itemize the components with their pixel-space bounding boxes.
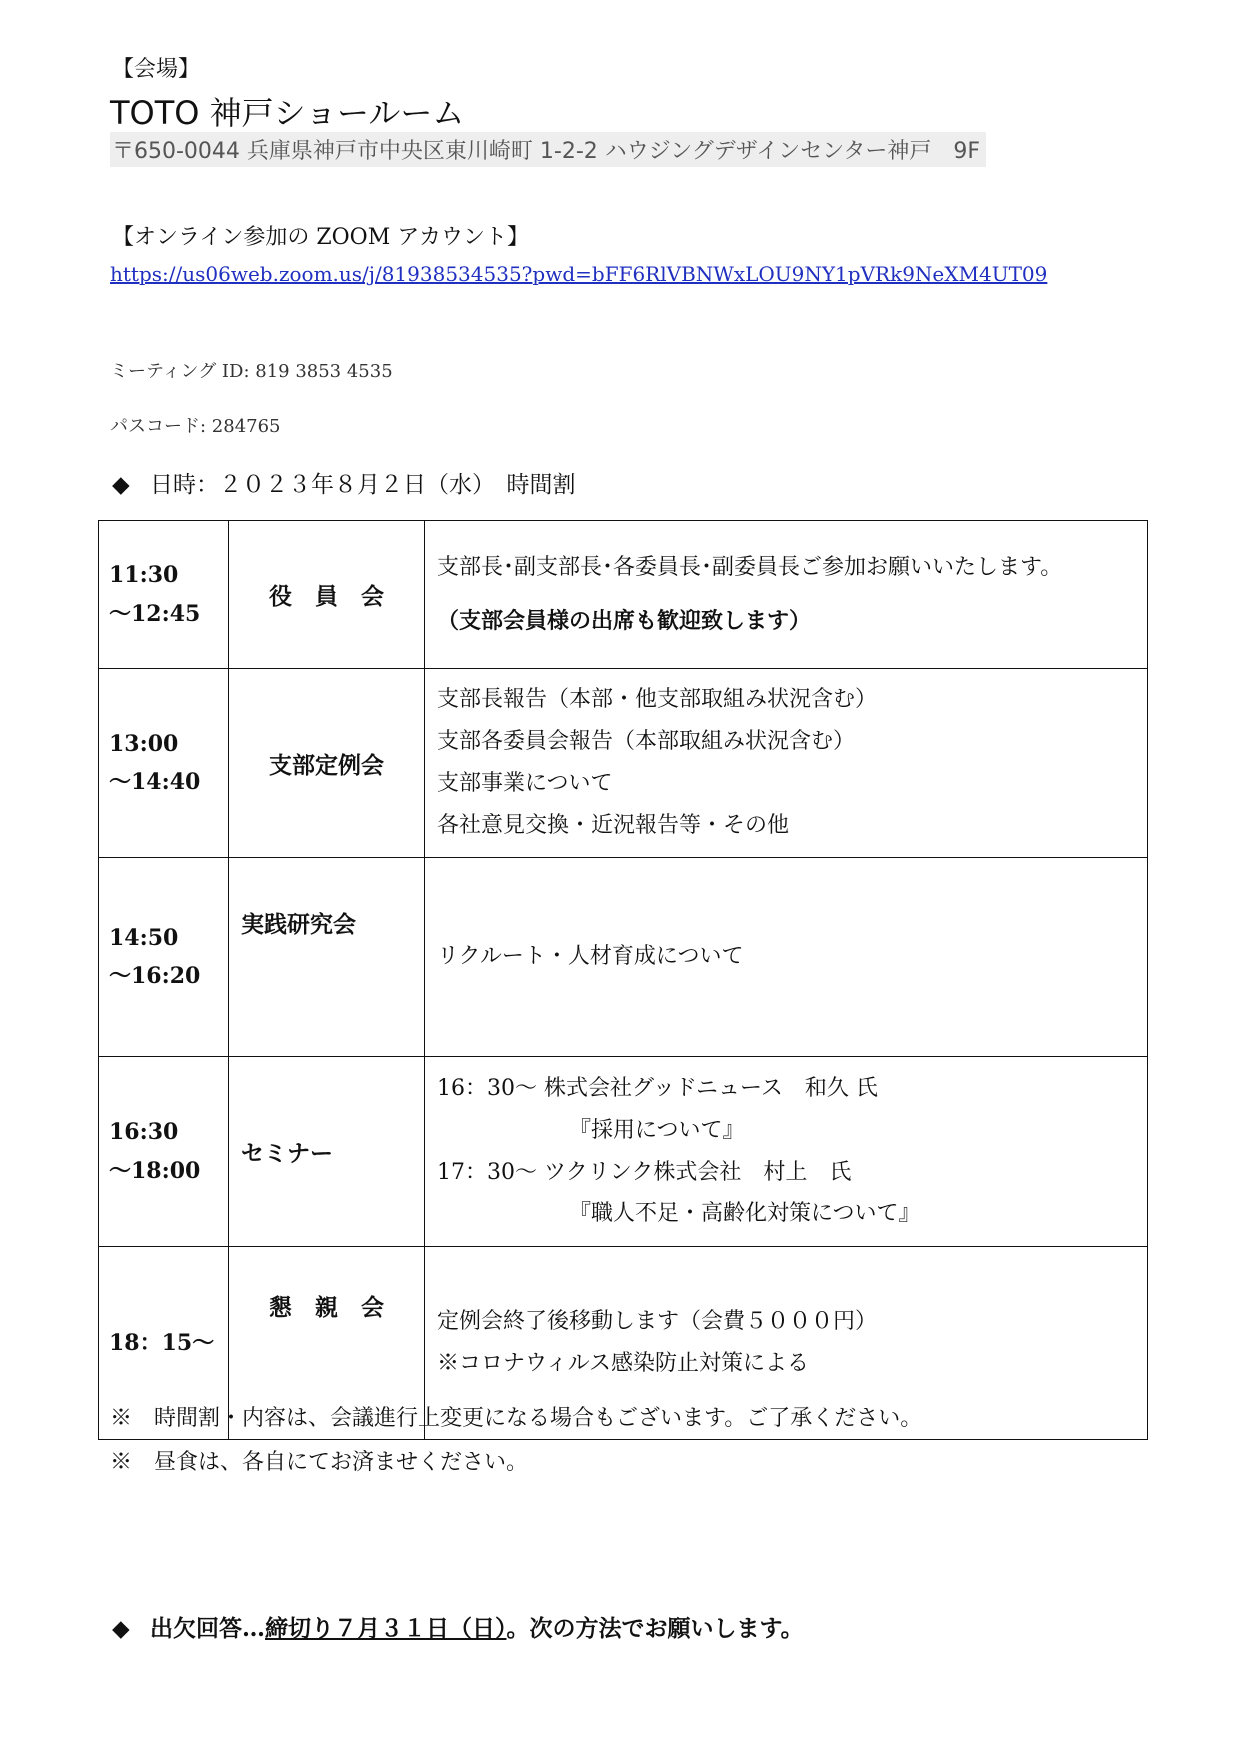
zoom-link[interactable]: https://us06web.zoom.us/j/81938534535?pwd=bFF6RlVBNWxLOU9NY1pVRk9NeXM4UT09 <box>110 262 1048 286</box>
session-content <box>425 858 1148 1057</box>
rsvp-line <box>112 1610 804 1643</box>
rsvp-suffix: 。次の方法でお願いします。 <box>506 1615 804 1642</box>
time-end: ～14:40 <box>109 769 201 795</box>
schedule-row <box>99 858 1148 1057</box>
venue-label: 【会場】 <box>112 57 201 82</box>
content-line: 『職人不足・高齢化対策について』 <box>569 1201 921 1227</box>
content-line: 支部各委員会報告（本部取組み状況含む） <box>437 729 856 755</box>
schedule-row <box>99 669 1148 858</box>
rsvp-prefix: 出欠回答… <box>150 1615 265 1642</box>
time-end: ～18:00 <box>109 1157 201 1184</box>
zoom-heading: 【オンライン参加の ZOOM アカウント】 <box>112 225 529 250</box>
session-title: 役 員 会 <box>229 521 425 669</box>
time-start: 13:00 <box>109 730 179 757</box>
time-end: ～16:20 <box>109 963 201 989</box>
note: ※ 昼食は、各自にてお済ませください。 <box>110 1450 529 1475</box>
time-cell <box>99 521 229 669</box>
diamond-bullet-icon: ◆ <box>112 1615 130 1642</box>
schedule-table <box>98 520 1148 1440</box>
venue-name: TOTO 神戸ショールーム <box>110 94 465 132</box>
time-end: ～12:45 <box>109 600 201 627</box>
content-line: 定例会終了後移動します（会費５０００円） <box>437 1309 878 1335</box>
note: ※ 時間割・内容は、会議進行上変更になる場合もございます。ご了承ください。 <box>110 1406 923 1431</box>
session-title: 懇 親 会 <box>229 1247 425 1440</box>
session-content <box>425 669 1148 858</box>
time-start: 18：15～ <box>109 1329 215 1356</box>
session-title: 支部定例会 <box>229 669 425 858</box>
content-line: 17：30～ ツクリンク株式会社 村上 氏 <box>437 1159 852 1185</box>
session-content <box>425 1057 1148 1247</box>
date-line <box>112 466 576 499</box>
venue-address: 〒650-0044 兵庫県神戸市中央区東川崎町 1-2-2 ハウジングデザインセンター神戸 9F <box>110 132 986 167</box>
meeting-id: ミーティング ID: 819 3853 4535 <box>110 361 393 382</box>
time-cell <box>99 669 229 858</box>
content-line: 16：30～ 株式会社グッドニュース 和久 氏 <box>437 1075 878 1101</box>
time-start: 16:30 <box>109 1119 179 1145</box>
date-text: 日時：２０２３年８月２日（水） 時間割 <box>150 472 576 498</box>
time-start: 14:50 <box>109 924 179 951</box>
rsvp-deadline: 締切り７月３１日（日） <box>265 1615 507 1642</box>
content-line: 各社意見交換・近況報告等・その他 <box>437 812 790 838</box>
content-line: （支部会員様の出席も歓迎致します） <box>437 607 812 634</box>
time-cell <box>99 1057 229 1247</box>
content-line: ※コロナウィルス感染防止対策による <box>437 1351 810 1376</box>
content-line: 支部長･副支部長･各委員長･副委員長ご参加お願いいたします。 <box>437 554 1063 580</box>
content-line: 支部長報告（本部・他支部取組み状況含む） <box>437 687 878 713</box>
session-title: セミナー <box>229 1057 425 1247</box>
content-line: 『採用について』 <box>569 1117 745 1143</box>
session-title: 実践研究会 <box>229 858 425 1057</box>
session-content <box>425 521 1148 669</box>
schedule-row <box>99 1057 1148 1247</box>
time-cell <box>99 858 229 1057</box>
content-line: 支部事業について <box>437 771 613 796</box>
passcode: パスコード: 284765 <box>110 416 281 437</box>
content-line: リクルート・人材育成について <box>437 944 744 970</box>
diamond-bullet-icon: ◆ <box>112 472 130 498</box>
schedule-row <box>99 521 1148 669</box>
time-start: 11:30 <box>109 562 179 588</box>
